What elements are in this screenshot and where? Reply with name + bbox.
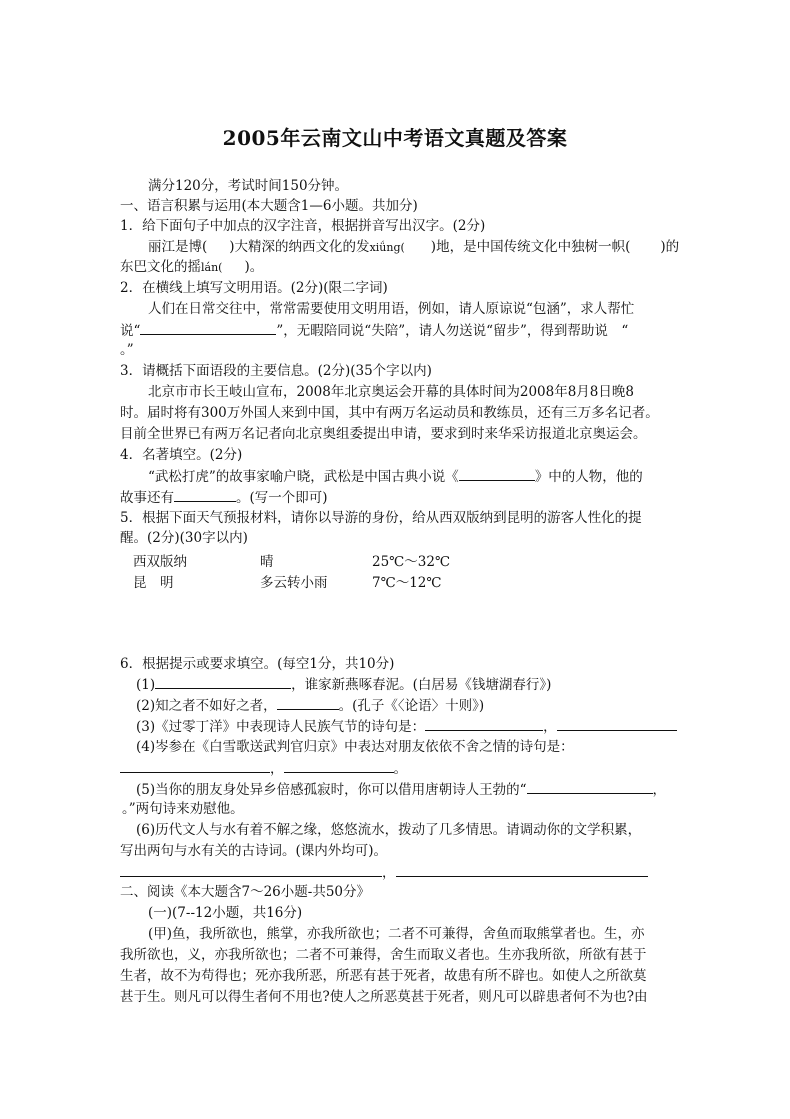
q2-answer-blank[interactable] <box>140 320 276 335</box>
q2-heading: 2．在横线上填写文明用语。(2分)(限二字词) <box>120 280 388 296</box>
q6-item-3 <box>136 716 677 737</box>
q6-item-2 <box>136 695 484 716</box>
q6-2-text: (2)知之者不如好之者， <box>136 698 277 714</box>
q6-4-blank-b[interactable] <box>284 758 394 773</box>
q2-line-2 <box>120 320 628 341</box>
q3-line-2: 时。届时将有300万外国人来到中国，其中有两万名运动员和教练员，还有三万多名记者。 <box>120 405 659 421</box>
q4-line-2 <box>120 487 328 508</box>
q6-4-comma: ， <box>270 761 284 777</box>
q6-4-blank-a[interactable] <box>120 758 270 773</box>
q1-line-1 <box>148 237 679 258</box>
q2-text-a: 说“ <box>120 323 141 339</box>
weather-condition-2: 多云转小雨 <box>260 575 328 591</box>
q6-item-5 <box>136 779 666 800</box>
page-title: 2005年云南文山中考语文真题及答案 <box>222 126 568 150</box>
q6-5-comma: ， <box>652 782 667 798</box>
q1-text-c: )地，是中国传统文化中独树一帜( <box>430 239 631 255</box>
q4-text-b: 》中的人物，他的 <box>534 469 643 485</box>
intro-line: 满分120分，考试时间150分钟。 <box>148 178 349 194</box>
weather-temp-2: 7℃～12℃ <box>372 575 442 591</box>
q1-text-e: 东巴文化的摇 <box>120 259 201 275</box>
q1-pinyin-2: lán( <box>201 261 223 274</box>
q4-line-1 <box>148 466 643 487</box>
weather-condition-1: 晴 <box>260 554 274 570</box>
q4-text-d: 。(写一个即可) <box>236 490 328 506</box>
q5-heading: 5．根据下面天气预报材料，请你以导游的身份，给从西双版纳到昆明的游客人性化的提 <box>120 510 642 526</box>
passage-line-4: 甚于生。则凡可以得生者何不用也?使人之所恶莫甚于死者，则凡可以辟患者何不为也?由 <box>120 989 648 1005</box>
q4-text-a: “武松打虎”的故事家喻户晓，武松是中国古典小说《 <box>148 469 459 485</box>
section-1-heading: 一、语言积累与运用(本大题含1—6小题。共加分) <box>120 198 418 214</box>
q6-item-4-answer <box>120 758 407 779</box>
q6-1-blank[interactable] <box>155 674 291 689</box>
q1-text-f: )。 <box>244 259 264 275</box>
q1-text-b: )大精深的纳西文化的发 <box>229 239 370 255</box>
q6-6-blank-b[interactable] <box>396 862 648 877</box>
q6-item-1 <box>136 674 551 695</box>
q6-5-text: (5)当你的朋友身处异乡倍感孤寂时，你可以借用唐朝诗人王勃的“ <box>136 782 527 798</box>
section-2-heading: 二、阅读《本大题含7～26小题-共50分》 <box>120 884 371 900</box>
q6-6-comma: ， <box>382 865 396 881</box>
q5-line-2: 醒。(2分)(30字以内) <box>120 530 248 546</box>
q6-item-5-cont <box>120 799 244 819</box>
q6-item-6-cont: 写出两句与水有关的古诗词。(课内外均可)。 <box>120 843 388 859</box>
q1-text-d: )的 <box>660 239 680 255</box>
q6-item-4: (4)岑参在《白雪歌送武判官归京》中表达对朋友依依不舍之情的诗句是： <box>136 739 574 755</box>
q2-line-1: 人们在日常交往中，常常需要使用文明用语，例如，请人原谅说“包涵”，求人帮忙 <box>148 301 635 317</box>
q3-line-1: 北京市市长王岐山宣布，2008年北京奥运会开幕的具体时间为2008年8月8日晚8 <box>148 384 634 400</box>
q4-heading: 4．名著填空。(2分) <box>120 447 243 463</box>
q3-heading: 3．请概括下面语段的主要信息。(2分)(35个字以内) <box>120 363 432 379</box>
q1-text-a: 丽江是博( <box>148 239 208 255</box>
passage-line-3: 生者，故不为苟得也；死亦我所恶，所恶有甚于死者，故患有所不辟也。如使人之所欲莫 <box>120 968 647 984</box>
q6-5-blank-a[interactable] <box>527 779 653 794</box>
q6-item-6: (6)历代文人与水有着不解之缘，悠悠流水，拨动了几多情思。请调动你的文学积累， <box>136 822 642 838</box>
q4-story-blank[interactable] <box>174 487 236 502</box>
q4-text-c: 故事还有 <box>120 490 174 506</box>
q6-5-end: 。”两句诗来劝慰他。 <box>122 801 244 817</box>
q1-pinyin-1: xiǘng( <box>369 241 405 254</box>
q6-item-6-answer <box>120 862 648 883</box>
q6-3-blank-a[interactable] <box>425 716 543 731</box>
q6-1-num: (1) <box>136 677 156 693</box>
q1-heading: 1．给下面句子中加点的汉字注音，根据拼音写出汉字。(2分) <box>120 218 486 234</box>
q6-2-blank[interactable] <box>277 695 339 710</box>
q1-line-2 <box>120 257 263 278</box>
q6-4-period: 。 <box>393 761 407 777</box>
weather-place-1: 西双版纳 <box>133 554 187 570</box>
q6-1-text: ，谁家新燕啄春泥。(白居易《钱塘湖春行》) <box>291 677 552 693</box>
q2-line-3: 。” <box>120 342 134 358</box>
weather-place-2: 昆 明 <box>133 575 174 591</box>
q2-text-b: ”，无暇陪同说“失陪”，请人勿送说“留步”，得到帮助说 “ <box>276 323 629 339</box>
q6-3-blank-b[interactable] <box>557 716 677 731</box>
q6-6-blank-a[interactable] <box>120 862 382 877</box>
q6-3-comma: ， <box>543 719 557 735</box>
passage-line-2: 我所欲也，义，亦我所欲也；二者不可兼得，舍生而取义者也。生亦我所欲，所欲有甚于 <box>120 947 647 963</box>
q6-2-source: 。(孔子《〈论语〉十则》) <box>338 698 485 714</box>
q6-3-text: (3)《过零丁洋》中表现诗人民族气节的诗句是： <box>136 719 426 735</box>
passage-line-1: (甲)鱼，我所欲也，熊掌，亦我所欲也；二者不可兼得，舍鱼而取熊掌者也。生，亦 <box>148 926 645 942</box>
weather-temp-1: 25℃～32℃ <box>372 554 451 570</box>
q4-novel-blank[interactable] <box>459 466 535 481</box>
subsection-1-heading: (一)(7--12小题，共16分) <box>148 905 303 921</box>
q3-line-3: 目前全世界已有两万名记者向北京奥组委提出申请，要求到时来华采访报道北京奥运会。 <box>120 426 647 442</box>
q6-heading: 6．根据提示或要求填空。(每空1分，共10分) <box>120 656 395 672</box>
